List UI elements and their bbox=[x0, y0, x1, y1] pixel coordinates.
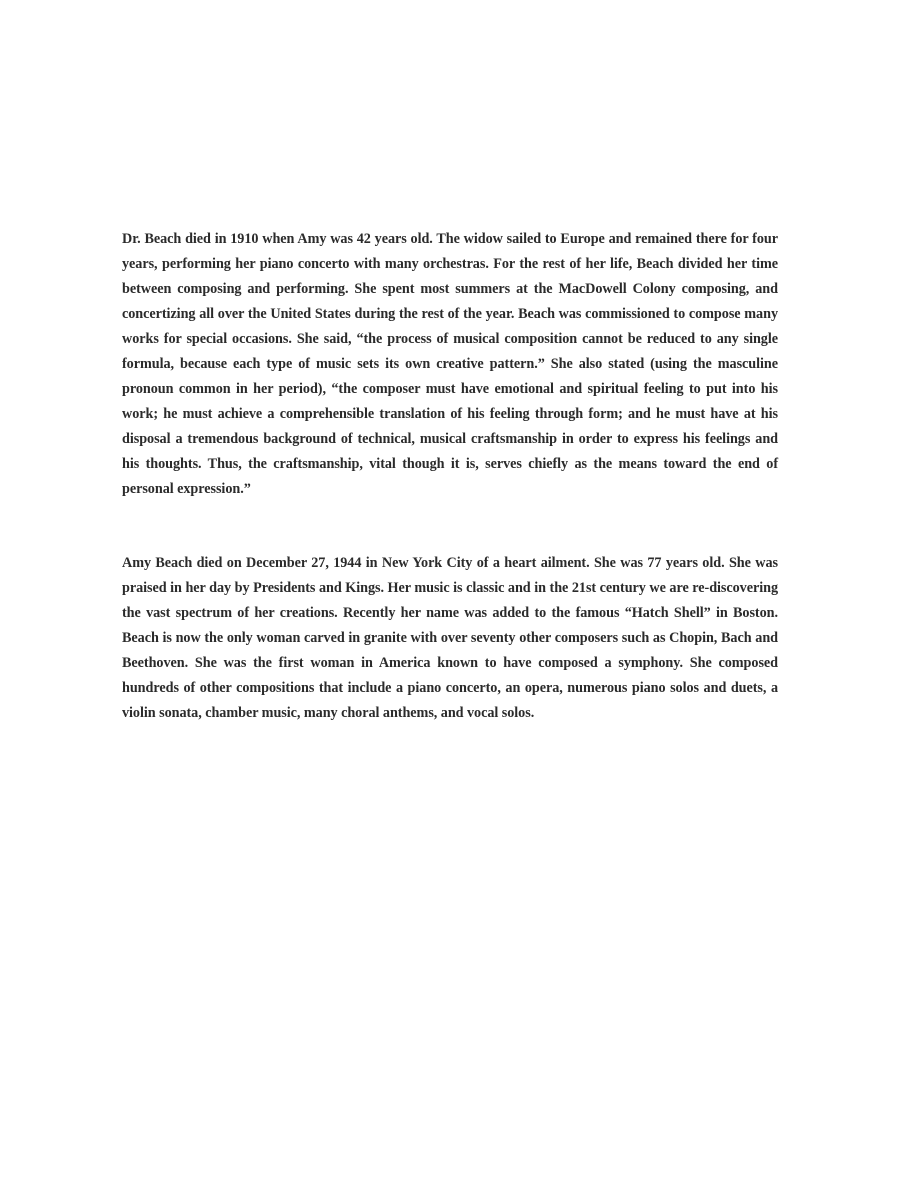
body-paragraph-2: Amy Beach died on December 27, 1944 in New York City of a heart ailment. She was 77 years old. She was praised in her day by Presidents and Kings. Her music is classic and in the 21st century we are re-discovering the vast spectrum of her creations. Recently her name was added to the famous “Hatch Shell” in Boston. Beach is now the only woman carved in granite with over seventy other composers such as Chopin, Bach and Beethoven. She was the first woman in America known to have composed a symphony. She composed hundreds of other compositions that include a piano concerto, an opera, numerous piano solos and duets, a violin sonata, chamber music, many choral anthems, and vocal solos. bbox=[122, 555, 778, 721]
body-paragraph-1: Dr. Beach died in 1910 when Amy was 42 years old. The widow sailed to Europe and remained there for four years, performing her piano concerto with many orchestras. For the rest of her life, Beach divided her time between composing and performing. She spent most summers at the MacDowell Colony composing, and concertizing all over the United States during the rest of the year. Beach was commissioned to compose many works for special occasions. She said, “the process of musical composition cannot be reduced to any single formula, because each type of music sets its own creative pattern.” She also stated (using the masculine pronoun common in her period), “the composer must have emotional and spiritual feeling to put into his work; he must achieve a comprehensible translation of his feeling through form; and he must have at his disposal a tremendous background of technical, musical craftsmanship in order to express his feelings and his thoughts. Thus, the craftsmanship, vital though it is, serves chiefly as the means toward the end of personal expression.” bbox=[122, 231, 778, 497]
